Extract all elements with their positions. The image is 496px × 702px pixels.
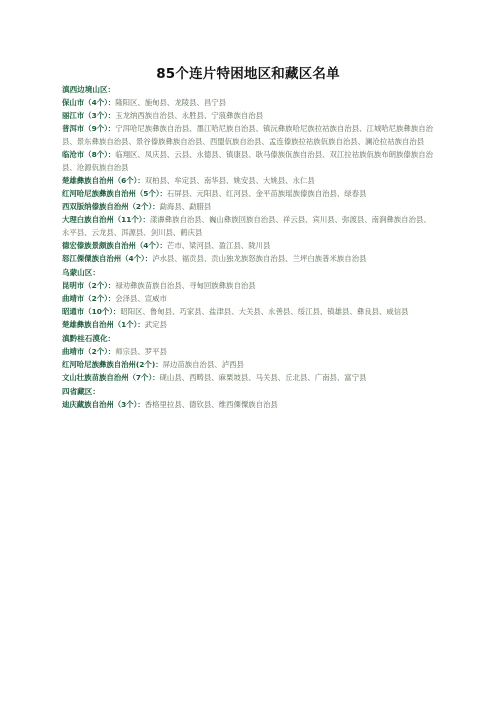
city-label: 怒江傈僳族自治州（4个）：: [62, 254, 153, 263]
document-body: [62, 82, 436, 411]
county-list: 禄劝彝族苗族自治县、寻甸回族彝族自治县: [115, 281, 256, 290]
city-label: 普洱市（9个）：: [62, 124, 116, 133]
county-list: 勐海县、勐腊县: [159, 202, 212, 211]
city-label: 昆明市（2个）：: [62, 281, 116, 290]
city-label: 德宏傣族景颇族自治州（4个）：: [62, 241, 167, 250]
entry-line: [62, 318, 436, 331]
entry-line: [62, 358, 436, 371]
region-heading: 乌蒙山区：: [62, 268, 100, 277]
entry-line: [62, 213, 436, 239]
county-list: 隆阳区、施甸县、龙陵县、昌宁县: [115, 98, 227, 107]
county-list: 漾濞彝族自治县、巍山彝族回族自治县、祥云县、宾川县、弥渡县、南涧彝族自治县、永平县、云龙县、洱源县、剑川县、鹤庆县: [62, 215, 431, 237]
entry-line: [62, 200, 436, 213]
city-label: 保山市（4个）：: [62, 98, 116, 107]
region-heading: 滇西边境山区：: [62, 85, 116, 94]
city-label: 红河哈尼族彝族自治州(2个)：: [62, 360, 163, 369]
county-list: 师宗县、罗平县: [115, 347, 167, 356]
city-label: 楚雄彝族自治州（1个）：: [62, 320, 145, 329]
entry-line: [62, 187, 436, 200]
city-label: 大理白族自治州（11个）：: [62, 215, 150, 224]
entry-line: [62, 252, 436, 265]
entry-line: [62, 122, 436, 148]
entry-line: [62, 279, 436, 292]
region-heading: 四省藏区：: [62, 387, 100, 396]
entry-line: [62, 345, 436, 358]
city-label: 丽江市（3个）：: [62, 111, 116, 120]
county-list: 香格里拉县、德钦县、维西傈僳族自治县: [144, 400, 278, 409]
city-label: 西双版纳傣族自治州（2个）：: [62, 202, 160, 211]
region-heading: 滇黔桂石漠化：: [62, 334, 116, 343]
county-list: 屏边苗族自治县、泸西县: [162, 360, 244, 369]
entry-line: [62, 398, 436, 411]
city-label: 曲靖市（2个）：: [62, 294, 116, 303]
city-label: 文山壮族苗族自治州（7个）：: [62, 373, 160, 382]
entry-line: [62, 239, 436, 252]
city-label: 迪庆藏族自治州（3个）：: [62, 400, 145, 409]
entry-line: [62, 292, 436, 305]
county-list: 昭阳区、鲁甸县、巧家县、盐津县、大关县、永善县、绥江县、镇雄县、彝良县、威信县: [120, 307, 409, 316]
county-list: 武定县: [144, 320, 167, 329]
entry-line: [62, 305, 436, 318]
county-list: 临翔区、凤庆县、云县、永德县、镇康县、耿马傣族佤族自治县、双江拉祜族佤族布朗族傣族自治县、沧源佤族自治县: [62, 150, 433, 172]
city-label: 昭通市（10个）：: [62, 307, 121, 316]
city-label: 曲靖市（2个）：: [62, 347, 116, 356]
entry-line: [62, 371, 436, 384]
city-label: 临沧市（8个）：: [62, 150, 116, 159]
county-list: 砚山县、西畴县、麻栗坡县、马关县、丘北县、广南县、富宁县: [159, 373, 367, 382]
document-title: 85个连片特困地区和藏区名单: [156, 66, 340, 82]
county-list: 泸水县、福贡县、贡山独龙族怒族自治县、兰坪白族普米族自治县: [152, 254, 367, 263]
city-label: 红河哈尼族彝族自治州（5个）：: [62, 189, 167, 198]
entry-line: [62, 96, 436, 109]
county-list: 石屏县、元阳县、红河县、金平苗族瑶族傣族自治县、绿春县: [166, 189, 367, 198]
entry-line: [62, 148, 436, 174]
county-list: 双柏县、牟定县、南华县、姚安县、大姚县、永仁县: [144, 176, 315, 185]
city-label: 楚雄彝族自治州（6个）：: [62, 176, 145, 185]
county-list: 玉龙纳西族自治县、永胜县、宁蒗彝族自治县: [115, 111, 264, 120]
county-list: 宁洱哈尼族彝族自治县、墨江哈尼族自治县、镇沅彝族哈尼族拉祜族自治县、江城哈尼族彝族自治县、景东彝族自治县、景谷傣族彝族自治县、西盟佤族自治县、孟连傣族拉祜族佤族自治县、澜沧拉祜族自治县: [62, 124, 433, 146]
county-list: 会泽县、宣威市: [115, 294, 167, 303]
entry-line: [62, 109, 436, 122]
entry-line: [62, 174, 436, 187]
county-list: 芒市、梁河县、盈江县、陇川县: [166, 241, 271, 250]
